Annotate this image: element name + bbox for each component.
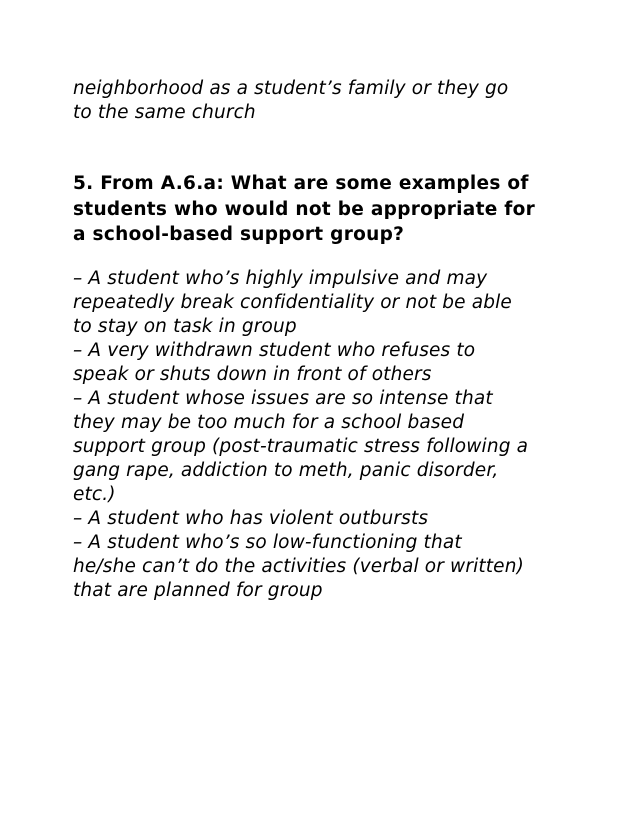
document-page xyxy=(73,77,573,603)
text-line: etc.) xyxy=(73,483,116,505)
question-heading xyxy=(73,171,573,248)
text-line: repeatedly break confidentiality or not be able xyxy=(73,291,512,313)
text-line: support group (post-traumatic stress following a xyxy=(73,435,529,457)
text-line: he/she can’t do the activities (verbal or written) xyxy=(73,555,524,577)
text-line: – A student who’s so low-functioning that xyxy=(73,531,462,553)
text-line: – A student who’s highly impulsive and may xyxy=(73,267,488,289)
text-line: – A very withdrawn student who refuses to xyxy=(73,339,476,361)
text-line: they may be too much for a school based xyxy=(73,411,465,433)
text-line: neighborhood as a student’s family or they go xyxy=(73,78,509,99)
heading-line: 5. From A.6.a: What are some examples of xyxy=(73,173,529,194)
text-line: to stay on task in group xyxy=(73,315,297,337)
heading-line: students who would not be appropriate for xyxy=(73,198,536,220)
text-line: to the same church xyxy=(73,102,256,123)
text-line: – A student whose issues are so intense that xyxy=(73,387,493,409)
text-line: speak or shuts down in front of others xyxy=(73,363,432,385)
heading-line: a school-based support group? xyxy=(73,224,405,245)
text-line: – A student who has violent outbursts xyxy=(73,507,429,529)
answer-paragraph xyxy=(73,267,573,603)
continuation-paragraph xyxy=(73,77,573,125)
text-line: gang rape, addiction to meth, panic disorder, xyxy=(73,459,499,481)
text-line: that are planned for group xyxy=(73,579,323,601)
